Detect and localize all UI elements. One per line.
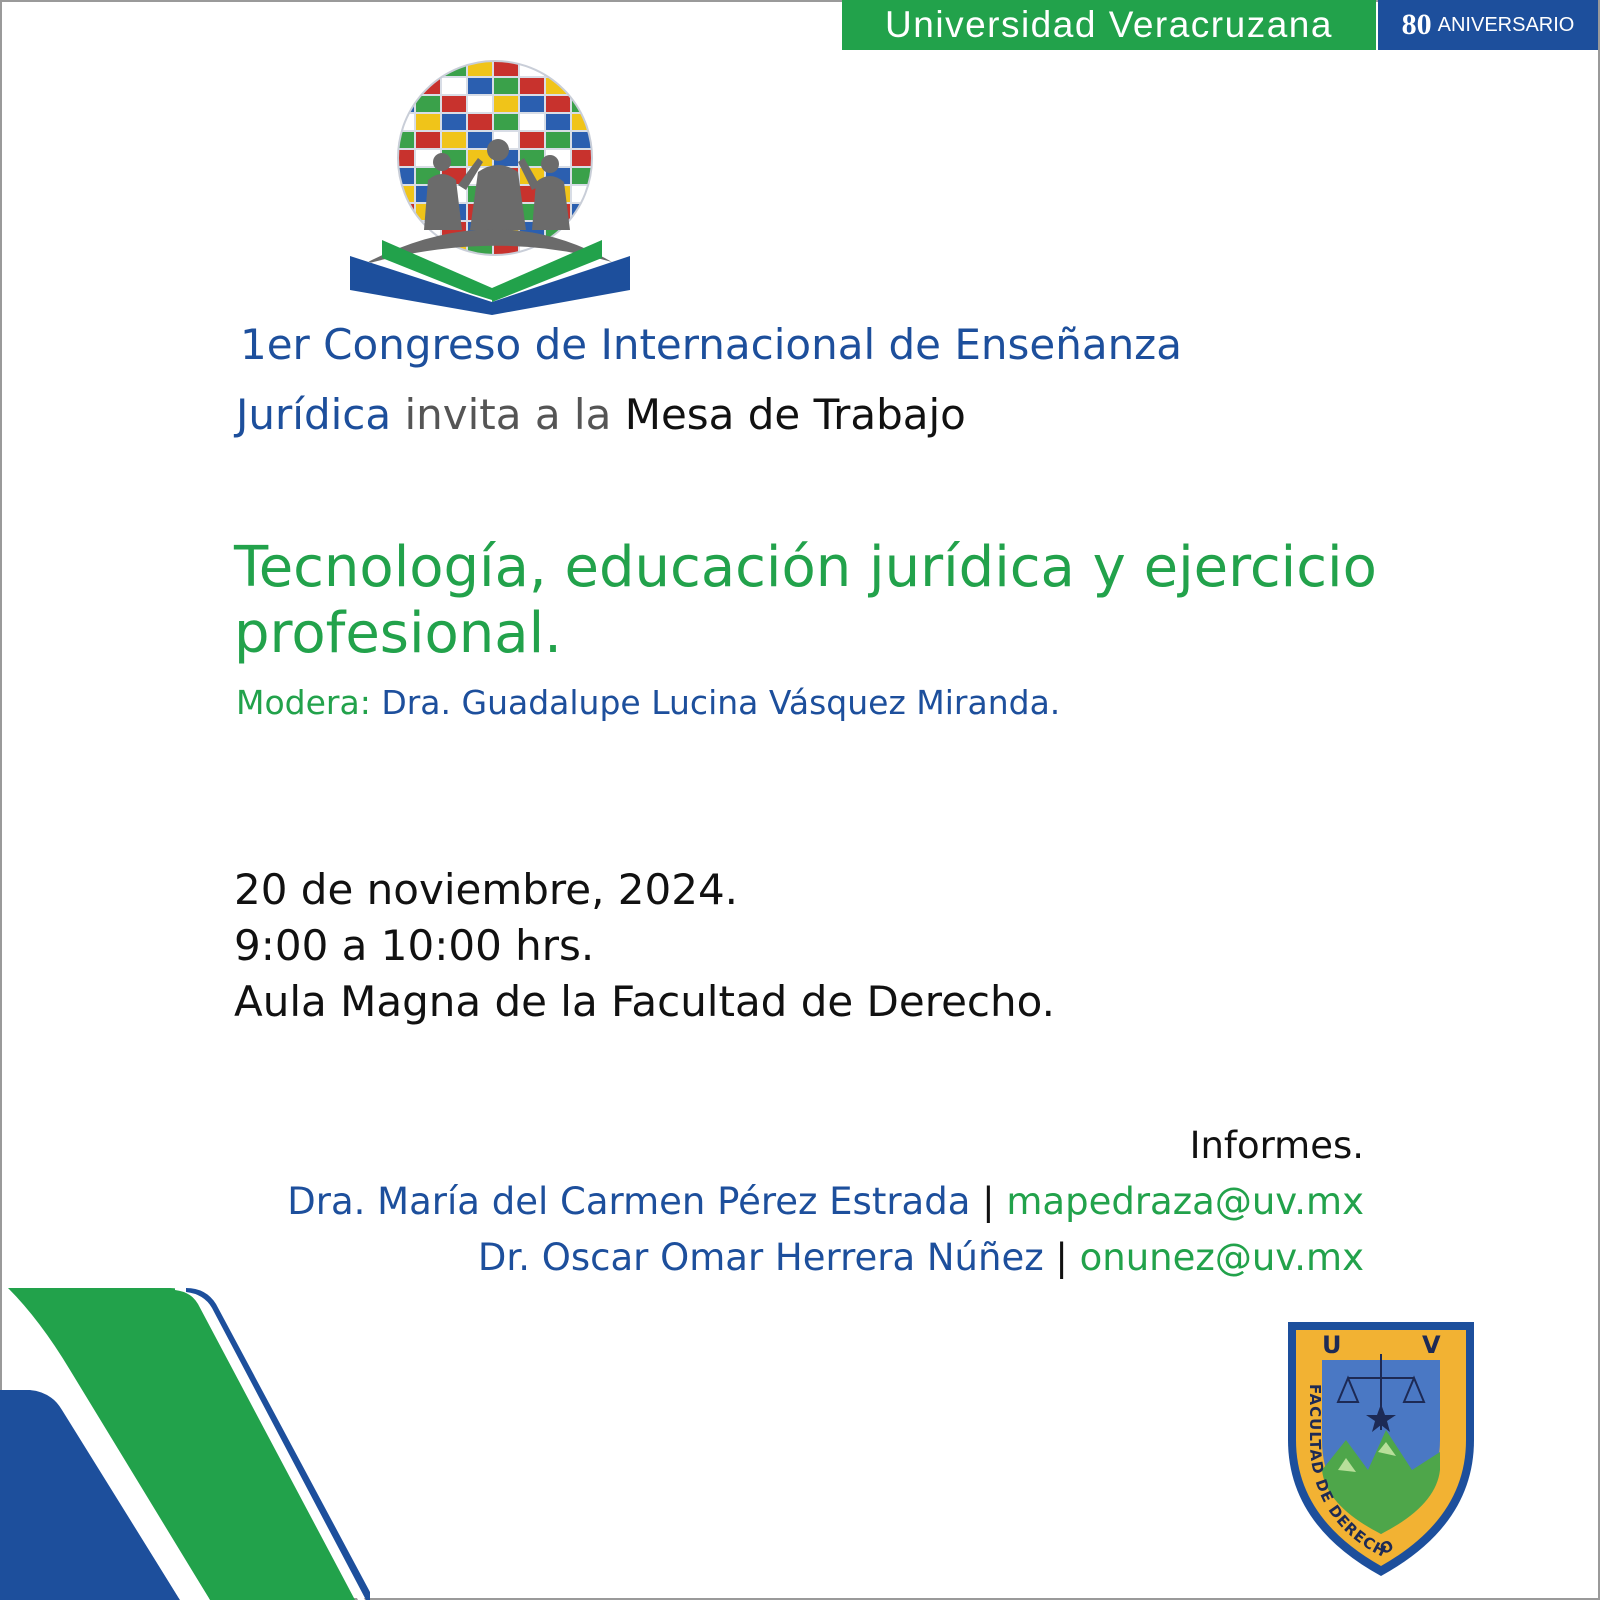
congress-logo <box>350 40 650 320</box>
invitation-text: invita a la <box>404 390 612 439</box>
contact-name: Dr. Oscar Omar Herrera Núñez <box>477 1236 1044 1279</box>
event-time: 9:00 a 10:00 hrs. <box>234 921 595 970</box>
contact-row <box>287 1174 1364 1230</box>
shield-text: FACULTAD DE DERECHO <box>1305 1384 1398 1561</box>
invitation-line <box>236 390 966 439</box>
corner-swoosh-decoration <box>0 1280 370 1600</box>
moderator-line <box>236 683 1060 722</box>
mesa-title: Tecnología, educación jurídica y ejercicio profesional. <box>234 535 1377 666</box>
moderator-name: Dra. Guadalupe Lucina Vásquez Miranda. <box>381 683 1061 722</box>
shield-letter-u: U <box>1322 1331 1342 1359</box>
anniversary-word: ANIVERSARIO <box>1437 13 1575 36</box>
contact-email[interactable]: onunez@uv.mx <box>1079 1236 1364 1279</box>
university-banner <box>842 0 1376 50</box>
facultad-derecho-shield <box>1286 1320 1476 1580</box>
moderator-label: Modera: <box>236 683 371 722</box>
anniversary-badge <box>1378 0 1598 50</box>
shield-letter-v: V <box>1422 1331 1441 1359</box>
event-place: Aula Magna de la Facultad de Derecho. <box>234 977 1055 1026</box>
congress-title-line: 1er Congreso de Internacional de Enseñanza <box>240 320 1182 369</box>
contact-separator: | <box>982 1180 995 1223</box>
event-details <box>234 862 1055 1030</box>
contact-email[interactable]: mapedraza@uv.mx <box>1006 1180 1364 1223</box>
contact-separator: | <box>1055 1236 1068 1279</box>
contact-row <box>287 1230 1364 1286</box>
mesa-label: Mesa de Trabajo <box>624 390 966 439</box>
event-date: 20 de noviembre, 2024. <box>234 865 739 914</box>
informes-block <box>287 1118 1364 1286</box>
anniversary-number: 80 <box>1401 8 1432 41</box>
contact-name: Dra. María del Carmen Pérez Estrada <box>287 1180 971 1223</box>
university-name: Universidad Veracruzana <box>885 4 1333 45</box>
congress-title-end: Jurídica <box>236 390 392 439</box>
informes-header: Informes. <box>1189 1124 1364 1167</box>
